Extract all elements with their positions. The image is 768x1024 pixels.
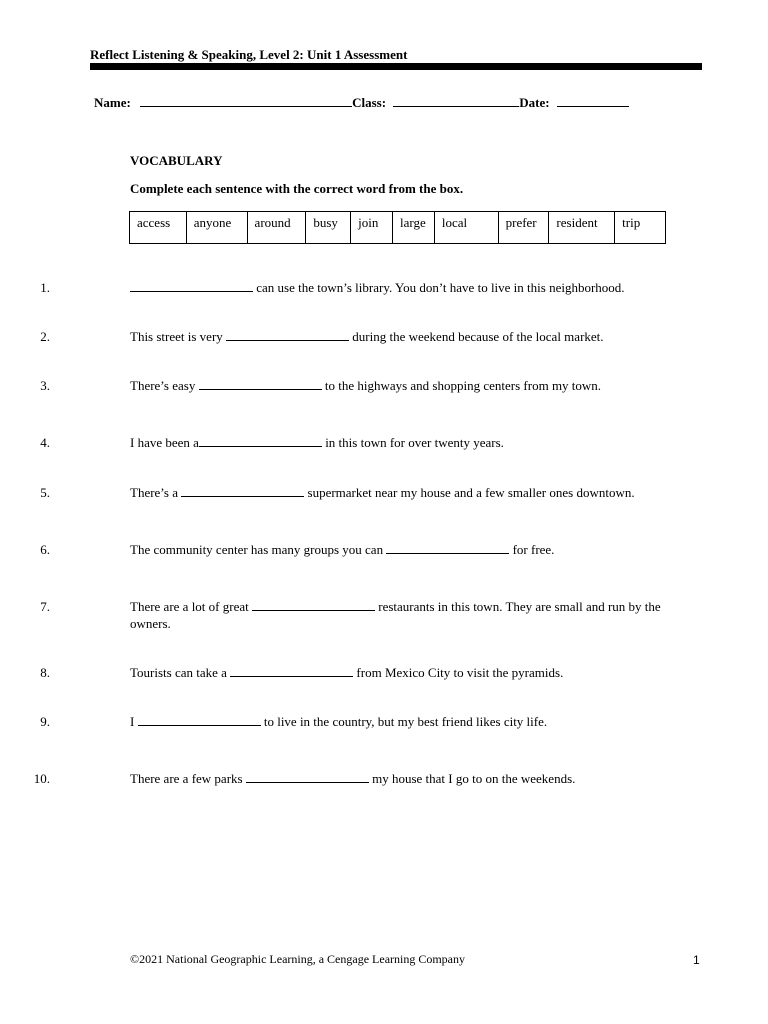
date-label: Date: (519, 95, 550, 110)
question-text (130, 598, 692, 632)
word-box-cell: resident (549, 212, 615, 243)
question-text (130, 434, 692, 451)
date-blank (557, 94, 629, 107)
student-info-line (94, 94, 629, 111)
question-number: 10. (33, 771, 50, 786)
answer-blank[interactable] (181, 484, 304, 497)
word-box-cell: large (393, 212, 435, 243)
page-number: 1 (693, 953, 700, 967)
word-box-cell: anyone (187, 212, 248, 243)
section-instructions: Complete each sentence with the correct word from the box. (130, 181, 464, 196)
word-box-cell: join (351, 212, 393, 243)
question-number: 5. (40, 485, 50, 500)
section-title: VOCABULARY (130, 153, 223, 168)
question-text-before: I have been a (130, 435, 199, 450)
answer-blank[interactable] (199, 377, 322, 390)
question-text-before: Tourists can take a (130, 665, 231, 680)
header-rule (90, 63, 702, 70)
class-label: Class: (352, 95, 387, 110)
question-text (130, 713, 692, 730)
question-number: 6. (40, 542, 50, 557)
question-text (130, 484, 692, 501)
class-blank (393, 94, 519, 107)
question-text-before: There’s a (130, 485, 182, 500)
answer-blank[interactable] (226, 328, 349, 341)
question-text (130, 377, 692, 394)
question-text-after: in this town for over twenty years. (321, 435, 504, 450)
question-text (130, 279, 692, 296)
question-text-after: to the highways and shopping centers from my town. (321, 378, 602, 393)
question-text-before: There’s easy (130, 378, 199, 393)
question-number: 3. (40, 378, 50, 393)
word-box-cell: around (248, 212, 307, 243)
question-text (130, 664, 692, 681)
question-text-before: I (130, 714, 138, 729)
word-box (129, 211, 666, 244)
answer-blank[interactable] (138, 713, 261, 726)
answer-blank[interactable] (199, 434, 322, 447)
question-text-after: for free. (509, 542, 555, 557)
question-text-after: restaurants in this town. They are small and run by the owners. (130, 599, 661, 631)
name-label: Name: (94, 95, 131, 110)
word-box-cell: access (130, 212, 187, 243)
question-number: 2. (40, 329, 50, 344)
question-text (130, 770, 692, 787)
question-text-before: There are a few parks (130, 771, 246, 786)
question-number: 1. (40, 280, 50, 295)
name-blank (140, 94, 352, 107)
word-box-cell: prefer (499, 212, 550, 243)
answer-blank[interactable] (130, 279, 253, 292)
question-text-before: This street is very (130, 329, 227, 344)
question-number: 7. (40, 599, 50, 614)
word-box-cell: trip (622, 215, 641, 230)
question-number: 8. (40, 665, 50, 680)
answer-blank[interactable] (386, 541, 509, 554)
word-box-cell: local (435, 212, 499, 243)
question-text-after: to live in the country, but my best friend likes city life. (260, 714, 548, 729)
question-text-before: There are a lot of great (130, 599, 252, 614)
question-text-after: my house that I go to on the weekends. (368, 771, 576, 786)
question-text-after: from Mexico City to visit the pyramids. (353, 665, 564, 680)
question-text-after: can use the town’s library. You don’t have to live in this neighborhood. (253, 280, 625, 295)
question-text-after: during the weekend because of the local market. (349, 329, 604, 344)
question-text-before: The community center has many groups you can (130, 542, 387, 557)
question-number: 9. (40, 714, 50, 729)
copyright-footer: ©2021 National Geographic Learning, a Cengage Learning Company (130, 952, 466, 966)
answer-blank[interactable] (252, 598, 375, 611)
question-text (130, 328, 692, 345)
answer-blank[interactable] (246, 770, 369, 783)
question-text (130, 541, 692, 558)
question-number: 4. (40, 435, 50, 450)
question-text-after: supermarket near my house and a few smaller ones downtown. (304, 485, 635, 500)
document-title: Reflect Listening & Speaking, Level 2: Unit 1 Assessment (90, 47, 408, 62)
word-box-cell: busy (306, 212, 351, 243)
answer-blank[interactable] (230, 664, 353, 677)
